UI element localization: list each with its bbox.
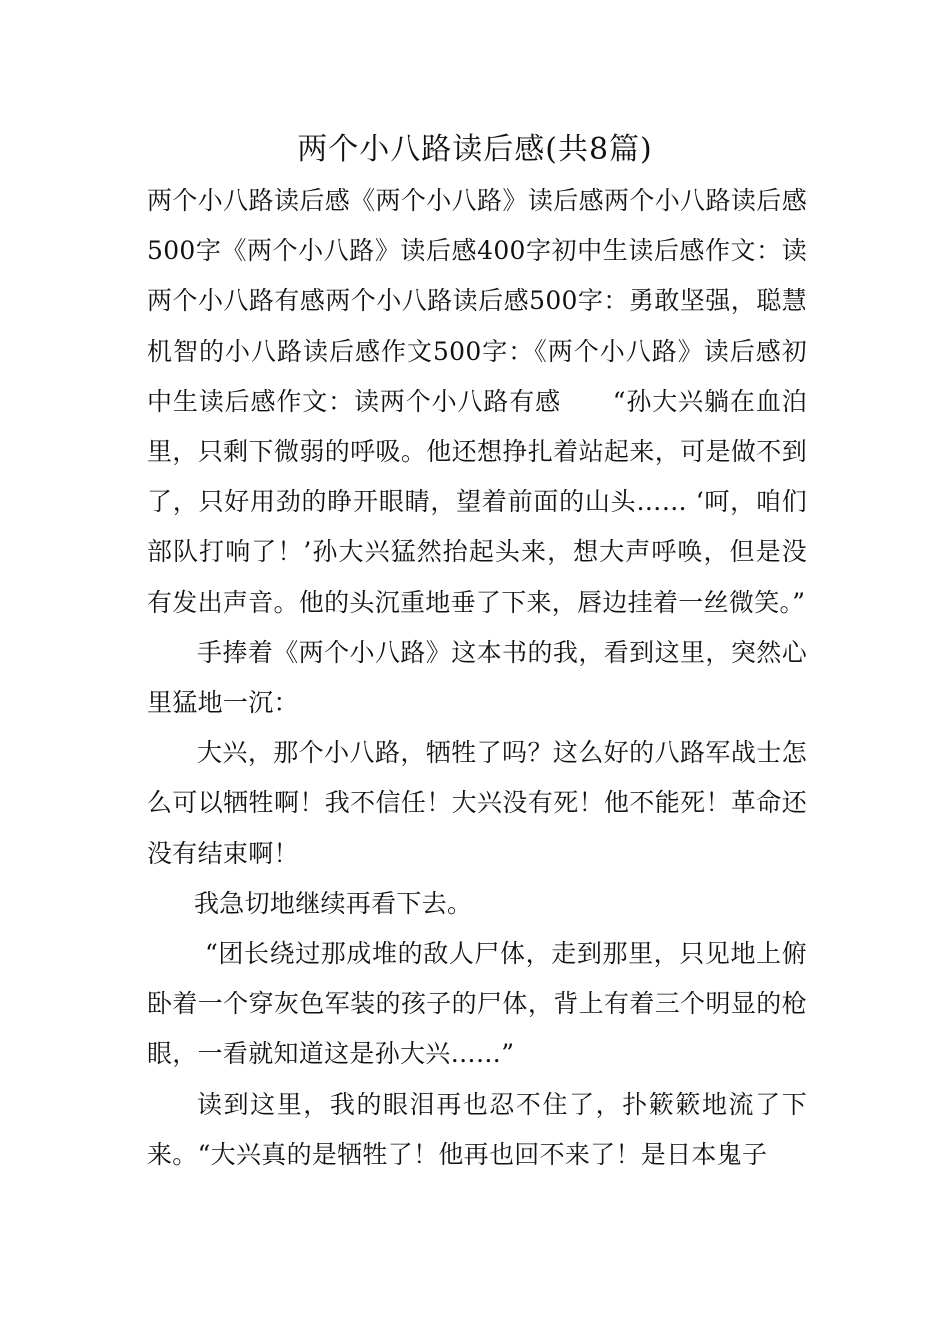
document-title: 两个小八路读后感(共8篇) <box>297 132 653 167</box>
paragraph-continue-reading: 我急切地继续再看下去。 <box>194 888 473 918</box>
paragraph-tears: 读到这里，我的眼泪再也忍不住了，扑簌簌地流了下来。“大兴真的是牺牲了！他再也回不来了！是日本鬼子 <box>147 1089 807 1169</box>
paragraph-commander-quote: “团长绕过那成堆的敌人尸体，走到那里，只见地上俯卧着一个穿灰色军装的孩子的尸体，背上有着三个明显的枪眼，一看就知道这是孙大兴……” <box>147 939 807 1069</box>
paragraph-daxing-sacrifice: 大兴，那个小八路，牺牲了吗？这么好的八路军战士怎么可以牺牲啊！我不信任！大兴没有死！他不能死！革命还没有结束啊！ <box>147 738 807 868</box>
paragraph-reading-book: 手捧着《两个小八路》这本书的我，看到这里，突然心里猛地一沉： <box>147 637 807 718</box>
document-body <box>147 176 807 1180</box>
paragraph-intro: 两个小八路读后感《两个小八路》读后感两个小八路读后感500字《两个小八路》读后感400字初中生读后感作文：读两个小八路有感两个小八路读后感500字：勇敢坚强，聪慧机智的小八路读后感作文500字：《两个小八路》读后感初中生读后感作文：读两个小八路有感 “孙大兴躺在血泊里，只剩下微弱的呼吸。他还想挣扎着站起来，可是做不到了，只好用劲的睁开眼睛，望着前面的山头…… ‘呵，咱们部队打响了！’孙大兴猛然抬起头来，想大声呼唤，但是没有发出声音。他的头沉重地垂了下来，唇边挂着一丝微笑。” <box>147 186 807 617</box>
